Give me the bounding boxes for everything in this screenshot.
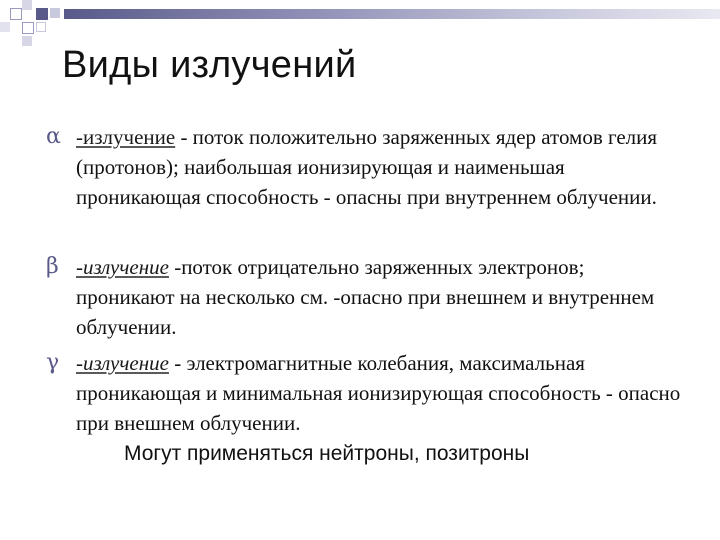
decor-square [36,22,46,32]
decor-square [0,22,10,32]
gamma-description: - электромагнитные колебания, максимальная проникающая и минимальная ионизирующая способность - опасно при внешнем облучении. [76,351,681,435]
decor-gradient-bar [64,9,720,19]
alpha-symbol: α [46,124,61,149]
beta-symbol: β [46,254,59,279]
beta-term: -излучение [76,255,169,279]
decor-square [10,8,22,20]
gamma-item [46,348,686,438]
alpha-paragraph [46,122,686,212]
beta-item [46,252,686,342]
alpha-item [46,122,686,212]
beta-description: -поток отрицательно заряженных электронов; проникают на несколько см. -опасно при внешнем и внутреннем облучении. [76,255,655,339]
decor-square [22,22,34,34]
decor-square [50,8,60,18]
footer-note: Могут применяться нейтроны, позитроны [124,442,530,465]
gamma-term: -излучение [76,351,169,375]
decor-square [36,8,48,20]
gamma-symbol: γ [46,350,60,375]
slide-title: Виды излучений [62,44,357,86]
gamma-paragraph [46,348,686,438]
decor-square [22,0,32,10]
beta-paragraph [46,252,686,342]
decor-square [22,36,32,46]
alpha-description: - поток положительно заряженных ядер атомов гелия (протонов); наибольшая ионизирующая и наименьшая проникающая способность - опасны при внутреннем облучении. [76,125,658,209]
alpha-term: -излучение [76,125,176,149]
